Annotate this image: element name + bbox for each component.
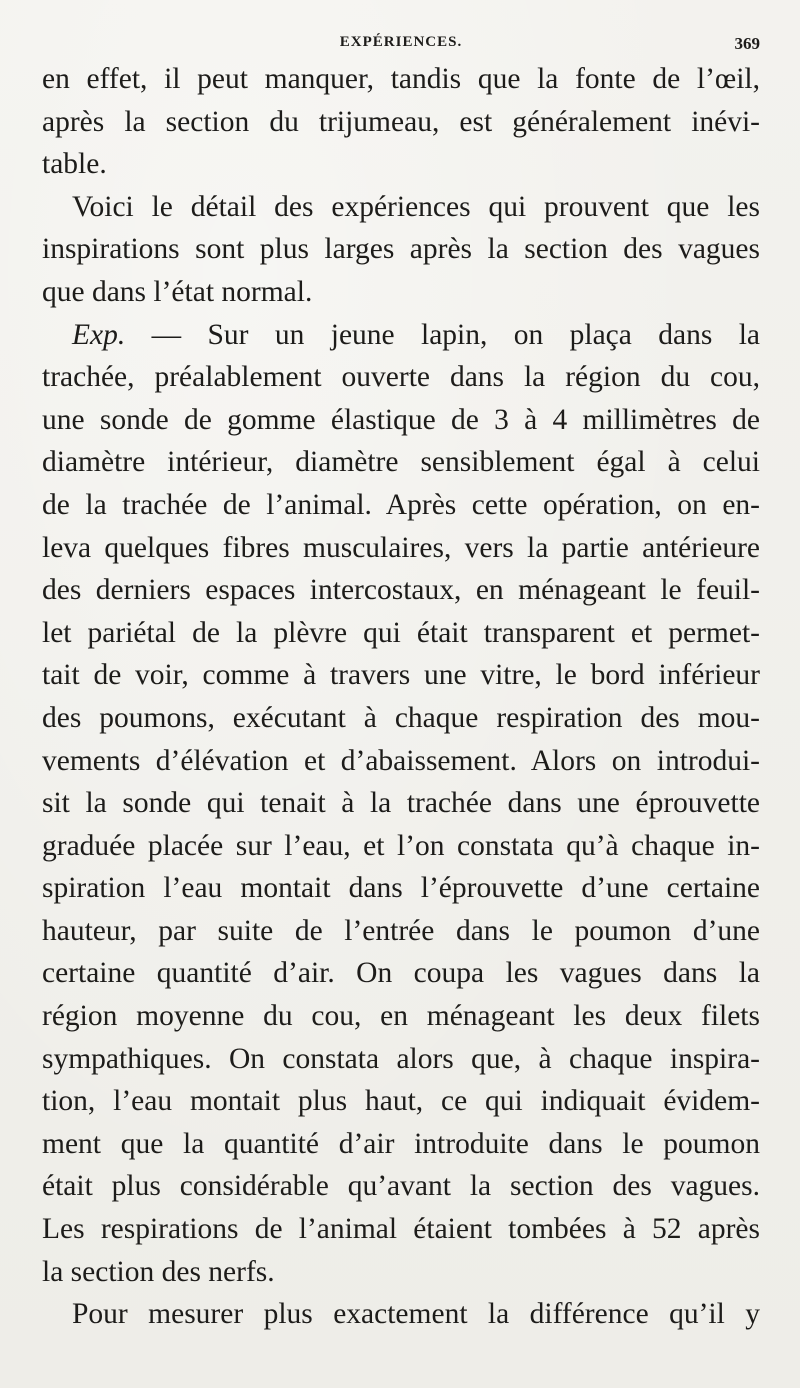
text-line: diamètre intérieur, diamètre sensiblement égal à celui xyxy=(42,446,760,479)
experiment-label: Exp. xyxy=(72,318,126,351)
text-line: graduée placée sur l’eau, et l’on constata qu’à chaque in- xyxy=(42,829,760,862)
paragraph-3-experiment xyxy=(42,314,760,1294)
text-line: ment que la quantité d’air introduite dans le poumon xyxy=(42,1127,760,1160)
text-line: inspirations sont plus larges après la section des vagues xyxy=(42,233,760,266)
text-line: trachée, préalablement ouverte dans la région du cou, xyxy=(42,361,760,394)
running-title: EXPÉRIENCES. xyxy=(339,34,463,50)
text-line: la section des nerfs. xyxy=(42,1255,275,1288)
text-line: tait de voir, comme à travers une vitre, le bord inférieur xyxy=(42,659,760,692)
page-number: 369 xyxy=(734,34,760,53)
text-line: des derniers espaces intercostaux, en ménageant le feuil- xyxy=(42,574,760,607)
paragraph-4 xyxy=(42,1293,760,1336)
text-line: Voici le détail des expériences qui prouvent que les xyxy=(72,190,760,223)
text-line: des poumons, exécutant à chaque respiration des mou- xyxy=(42,701,760,734)
text-line: en effet, il peut manquer, tandis que la fonte de l’œil, xyxy=(42,63,760,95)
text-line: table. xyxy=(42,148,107,181)
text-line: une sonde de gomme élastique de 3 à 4 millimètres de xyxy=(42,403,760,436)
text-line-rest: — Sur un jeune lapin, on plaça dans la xyxy=(125,318,760,351)
text-line: après la section du trijumeau, est généralement inévi- xyxy=(42,105,760,138)
text-line: que dans l’état normal. xyxy=(42,275,313,308)
text-line: région moyenne du cou, en ménageant les deux filets xyxy=(42,1000,760,1033)
text-line: leva quelques fibres musculaires, vers la partie antérieure xyxy=(42,531,760,564)
body-text xyxy=(42,58,760,1336)
text-line: Les respirations de l’animal étaient tombées à 52 après xyxy=(42,1213,760,1246)
text-line: sympathiques. On constata alors que, à chaque inspira- xyxy=(42,1042,760,1075)
text-line: vements d’élévation et d’abaissement. Alors on introdui- xyxy=(42,744,760,777)
text-line: hauteur, par suite de l’entrée dans le poumon d’une xyxy=(42,914,760,947)
text-line: spiration l’eau montait dans l’éprouvette d’une certaine xyxy=(42,872,760,905)
text-line: tion, l’eau montait plus haut, ce qui indiquait évidem- xyxy=(42,1085,760,1118)
paragraph-2 xyxy=(42,186,760,314)
text-line: Pour mesurer plus exactement la différence qu’il y xyxy=(72,1298,760,1331)
running-head xyxy=(42,26,760,53)
text-line: let pariétal de la plèvre qui était transparent et permet- xyxy=(42,616,760,649)
text-line: était plus considérable qu’avant la section des vagues. xyxy=(42,1170,760,1203)
paragraph-1 xyxy=(42,58,760,186)
text-line: sit la sonde qui tenait à la trachée dans une éprouvette xyxy=(42,787,760,820)
text-line: certaine quantité d’air. On coupa les vagues dans la xyxy=(42,957,760,990)
text-line: de la trachée de l’animal. Après cette opération, on en- xyxy=(42,488,760,521)
text-line xyxy=(42,314,760,357)
